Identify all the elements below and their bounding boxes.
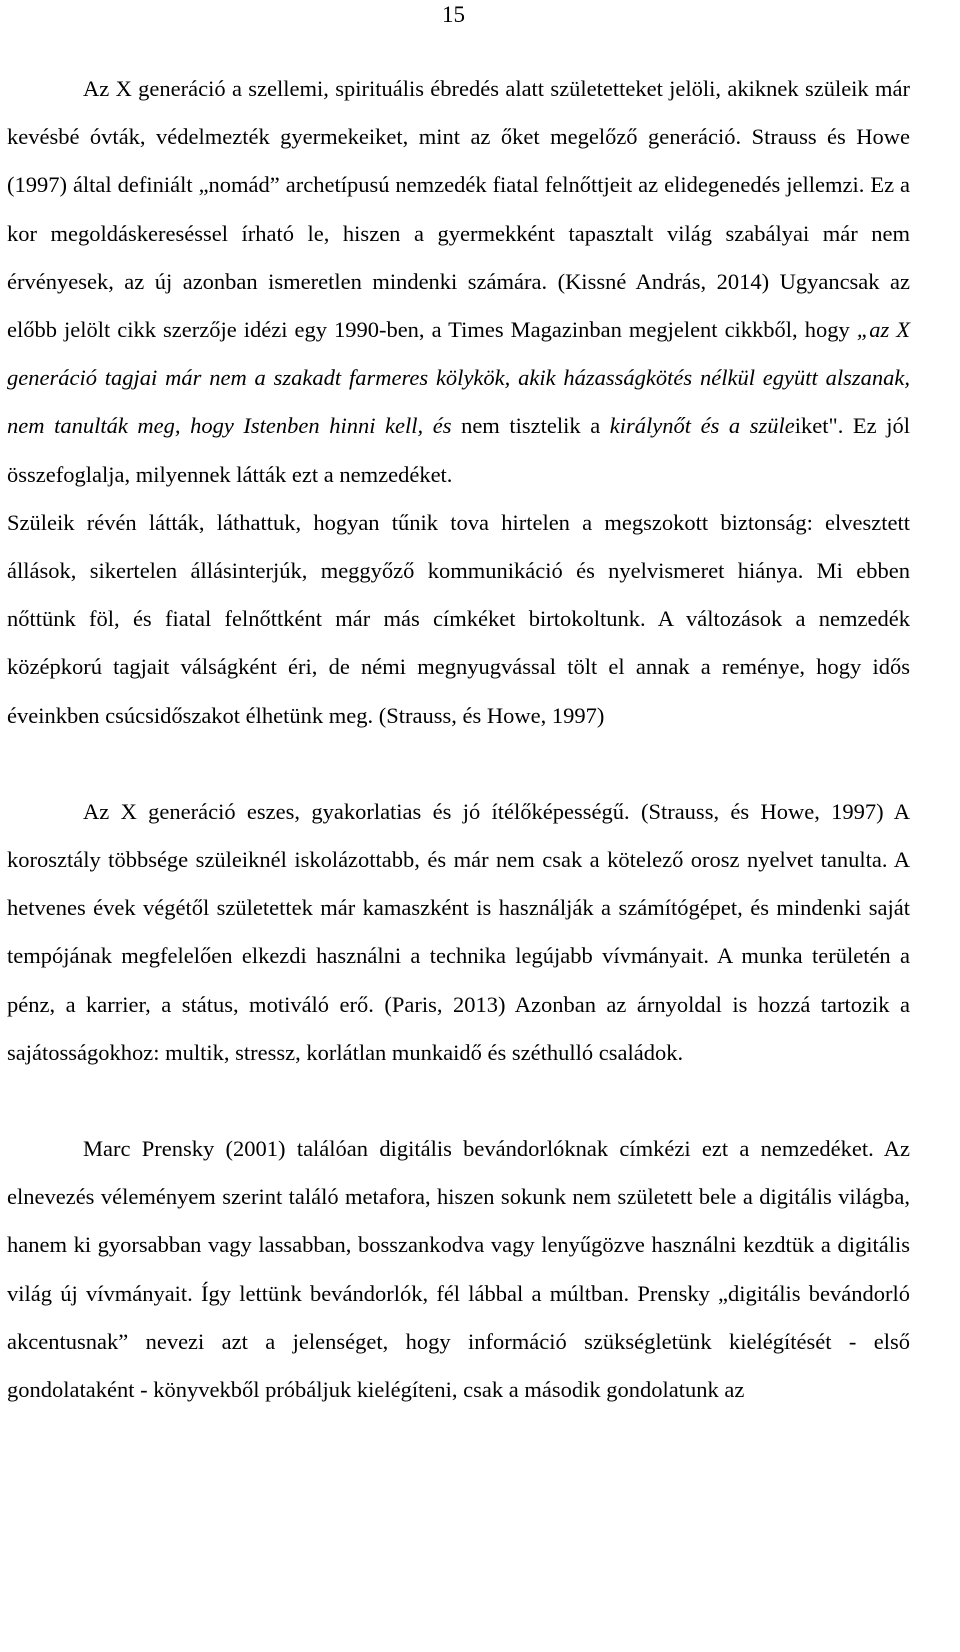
paragraph-generation-x-intro — [7, 65, 910, 499]
paragraph-prensky: Marc Prensky (2001) találóan digitális bevándorlóknak címkézi ezt a nemzedéket. Az elnevezés véleményem szerint találó metafora, hiszen sokunk nem született bele a digitális világba, hanem ki gyorsabban vagy lassabban, bosszankodva vagy lenyűgözve használni kezdtük a digitális világ új vívmányait. Így lettünk bevándorlók, fél lábbal a múltban. Prensky „digitális bevándorló akcentusnak” nevezi azt a jelenséget, hogy információ szükségletünk kielégítését - első gondolataként - könyvekből próbáljuk kielégíteni, csak a második gondolatunk az — [7, 1136, 910, 1403]
paragraph-spacer — [7, 1077, 910, 1125]
paragraph-text: nem tisztelik a — [451, 413, 610, 439]
quoted-text-end: királynőt és a szüle — [609, 413, 795, 439]
paragraph-text: iket". Ez jól összefoglalja, milyennek látták ezt a nemzedéket. — [7, 413, 910, 487]
page-number: 15 — [442, 2, 465, 27]
quoted-text: „az X generáció tagjai már nem a szakadt farmeres kölykök, akik házasságkötés nélkül együtt alszanak, nem tanulták meg, hogy Istenben hinni kell, és — [7, 317, 910, 439]
paragraph-generation-x-traits: Az X generáció eszes, gyakorlatias és jó ítélőképességű. (Strauss, és Howe, 1997) A korosztály többsége szüleiknél iskolázottabb, és már nem csak a kötelező orosz nyelvet tanulta. A hetvenes évek végétől születettek már kamaszként is használják a számítógépet, és mindenki saját tempójának megfelelően elkezdi használni a technika legújabb vívmányait. A munka területén a pénz, a karrier, a státus, motiváló erő. (Paris, 2013) Azonban az árnyoldal is hozzá tartozik a sajátosságokhoz: multik, stressz, korlátlan munkaidő és széthulló családok. — [7, 798, 910, 1065]
paragraph-spacer — [7, 740, 910, 788]
paragraph-parents-security: Szüleik révén látták, láthattuk, hogyan tűnik tova hirtelen a megszokott biztonság: elvesztett állások, sikertelen állásinterjúk, meggyőző kommunikáció és nyelvismeret hiánya. Mi ebben nőttünk föl, és fiatal felnőttként már más címkéket birtokoltunk. A változások a nemzedék középkorú tagjait válságként éri, de némi megnyugvással tölt el annak a reménye, hogy idős éveinkben csúcsidőszakot élhetünk meg. (Strauss, és Howe, 1997) — [7, 509, 910, 728]
document-body — [7, 65, 910, 1414]
paragraph-text: Az X generáció a szellemi, spirituális ébredés alatt születetteket jelöli, akiknek szüleik már kevésbé óvták, védelmezték gyermekeiket, mint az őket megelőző generáció. Strauss és Howe (1997) által definiált „nomád” archetípusú nemzedék fiatal felnőttjeit az elidegenedés jellemzi. Ez a kor megoldáskereséssel írható le, hiszen a gyermekként tapasztalt világ szabályai már nem érvényesek, az új azonban ismeretlen mindenki számára. (Kissné András, 2014) Ugyancsak az előbb jelölt cikk szerzője idézi egy 1990-ben, a Times Magazinban megjelent cikkből, hogy — [7, 76, 910, 343]
